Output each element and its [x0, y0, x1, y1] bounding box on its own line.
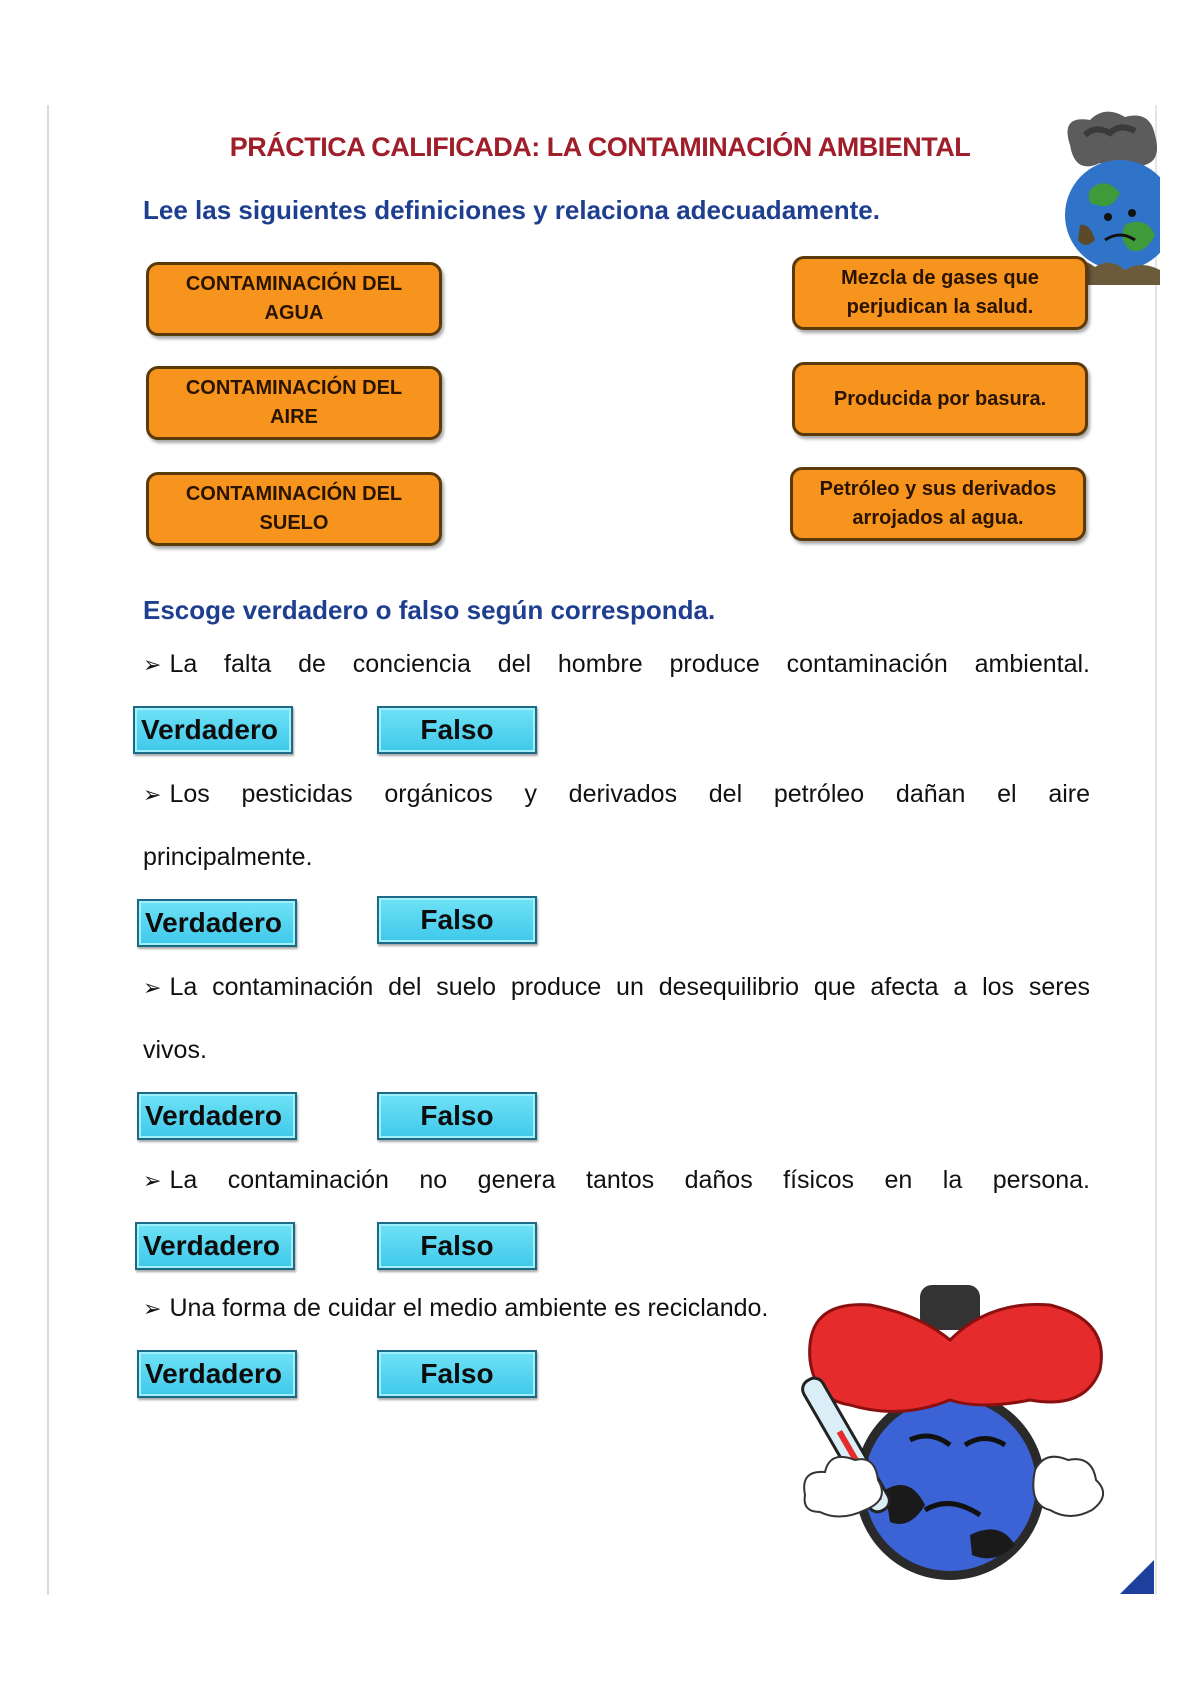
statement-text: La contaminación del suelo produce un desequilibrio que afecta a los seres: [169, 973, 1090, 1001]
statement-4: [143, 1149, 1090, 1212]
false-button-5[interactable]: Falso: [377, 1350, 537, 1398]
statement-text: Los pesticidas orgánicos y derivados del petróleo dañan el aire: [169, 780, 1090, 808]
true-false-instruction: Escoge verdadero o falso según corresponda.: [143, 595, 716, 625]
statement-text: Una forma de cuidar el medio ambiente es reciclando.: [169, 1294, 769, 1322]
arrow-bullet-icon: ➢: [143, 1168, 162, 1193]
match-term-water[interactable]: [146, 262, 442, 336]
false-button-3[interactable]: Falso: [377, 1092, 537, 1140]
match-definition-oil[interactable]: [790, 467, 1086, 541]
true-button-3[interactable]: Verdadero: [137, 1092, 297, 1140]
match-term-air[interactable]: [146, 366, 442, 440]
arrow-bullet-icon: ➢: [143, 652, 162, 677]
match-definition-line1: Producida por basura.: [833, 387, 1047, 410]
statement-text: La contaminación no genera tantos daños físicos en la persona.: [169, 1166, 1090, 1194]
statement-2-continued: principalmente.: [143, 843, 313, 871]
false-button-4[interactable]: Falso: [377, 1222, 537, 1270]
match-definition-gases[interactable]: [792, 256, 1088, 330]
match-definition-line1: Petróleo y sus derivados: [819, 478, 1057, 500]
match-term-soil[interactable]: [146, 472, 442, 546]
match-definition-line2: arrojados al agua.: [852, 507, 1024, 529]
match-definition-garbage[interactable]: [792, 362, 1088, 436]
statement-3: [143, 956, 1090, 1019]
statement-2: [143, 763, 1090, 826]
arrow-bullet-icon: ➢: [143, 975, 162, 1000]
match-term-line2: SUELO: [259, 512, 329, 534]
true-button-5[interactable]: Verdadero: [137, 1350, 297, 1398]
true-button-1[interactable]: Verdadero: [133, 706, 293, 754]
false-button-2[interactable]: Falso: [377, 896, 537, 944]
matching-instruction: Lee las siguientes definiciones y relaciona adecuadamente.: [143, 195, 880, 225]
match-term-line2: AIRE: [270, 406, 318, 428]
match-term-line1: CONTAMINACIÓN DEL: [185, 483, 403, 505]
page-title: PRÁCTICA CALIFICADA: LA CONTAMINACIÓN AMBIENTAL: [229, 132, 971, 162]
statement-5: [143, 1277, 863, 1340]
statement-text: La falta de conciencia del hombre produce contaminación ambiental.: [169, 650, 1090, 678]
sick-earth-icon: [800, 1260, 1120, 1590]
match-definition-line1: Mezcla de gases que: [841, 267, 1039, 289]
false-button-1[interactable]: Falso: [377, 706, 537, 754]
page-border-right: [1155, 105, 1157, 1595]
page-corner-fold: [1120, 1560, 1154, 1594]
statement-3-continued: vivos.: [143, 1036, 207, 1064]
page-border-left: [47, 105, 49, 1595]
arrow-bullet-icon: ➢: [143, 1296, 162, 1321]
statement-1: [143, 633, 1090, 696]
match-term-line1: CONTAMINACIÓN DEL: [185, 377, 403, 399]
match-definition-line2: perjudican la salud.: [846, 296, 1034, 318]
match-term-line1: CONTAMINACIÓN DEL: [185, 273, 403, 295]
arrow-bullet-icon: ➢: [143, 782, 162, 807]
true-button-4[interactable]: Verdadero: [135, 1222, 295, 1270]
true-button-2[interactable]: Verdadero: [137, 899, 297, 947]
match-term-line2: AGUA: [264, 302, 324, 324]
